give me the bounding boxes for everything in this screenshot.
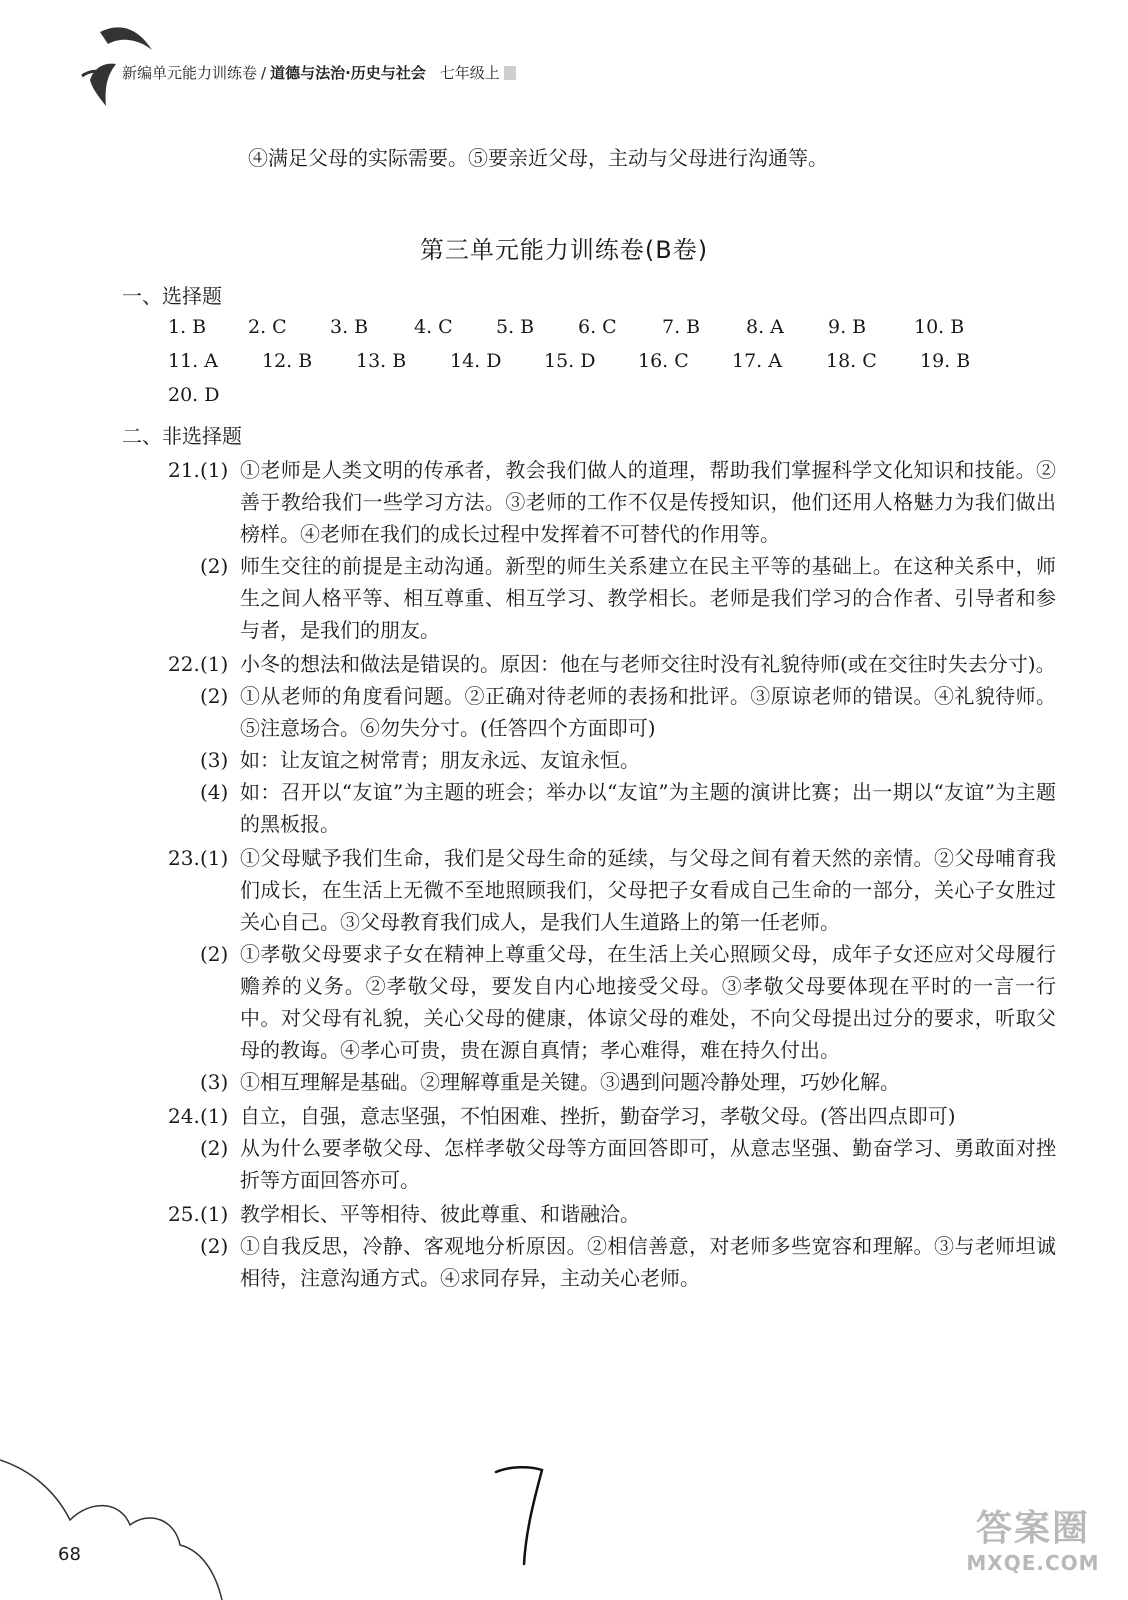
sub-number: (1): [200, 1104, 229, 1128]
sub-answer: 如：召开以“友谊”为主题的班会；举办以“友谊”为主题的演讲比赛；出一期以“友谊”为主题的黑板报。: [240, 780, 1056, 836]
question-number: 24.: [168, 1104, 200, 1128]
sub-number: (2): [200, 684, 229, 708]
sub-answer: ①老师是人类文明的传承者，教会我们做人的道理，帮助我们掌握科学文化知识和技能。②善于教给我们一些学习方法。③老师的工作不仅是传授知识，他们还用人格魅力为我们做出榜样。④老师在我们的成长过程中发挥着不可替代的作用等。: [240, 458, 1056, 546]
section-nonchoice-label: 二、非选择题: [122, 424, 242, 448]
sub-number: (2): [200, 554, 229, 578]
answer-item: 14. D: [450, 350, 502, 372]
answer-item: 15. D: [544, 350, 596, 372]
answer-item: 9. B: [828, 316, 867, 338]
question-21: [168, 454, 1056, 646]
sub-answer: 从为什么要孝敬父母、怎样孝敬父母等方面回答即可，从意志坚强、勤奋学习、勇敢面对挫折等方面回答亦可。: [240, 1136, 1056, 1192]
sub-question: [168, 550, 1056, 646]
sub-question: [168, 454, 1056, 550]
answer-item: 12. B: [262, 350, 313, 372]
answer-item: 8. A: [746, 316, 784, 338]
sub-question: [168, 938, 1056, 1066]
header-series: 新编单元能力训练卷: [122, 64, 258, 82]
page-title: 第三单元能力训练卷(B卷): [419, 236, 709, 264]
sub-question: [168, 680, 1056, 744]
answer-item: 10. B: [914, 316, 965, 338]
sub-question: [168, 648, 1056, 680]
header-grade: 七年级上: [439, 64, 500, 82]
answer-item: 3. B: [330, 316, 369, 338]
sub-question: [168, 1100, 1056, 1132]
sub-answer: 如：让友谊之树常青；朋友永远、友谊永恒。: [240, 748, 640, 772]
answer-item: 11. A: [168, 350, 218, 372]
nonchoice-questions: [168, 454, 1056, 1296]
answer-row: [168, 350, 1028, 384]
sub-number: (2): [200, 1234, 229, 1258]
question-25: [168, 1198, 1056, 1294]
sub-answer: ①自我反思，冷静、客观地分析原因。②相信善意，对老师多些宽容和理解。③与老师坦诚相待，注意沟通方式。④求同存异，主动关心老师。: [240, 1234, 1056, 1290]
sub-answer: ①孝敬父母要求子女在精神上尊重父母，在生活上关心照顾父母，成年子女还应对父母履行赡养的义务。②孝敬父母，要发自内心地接受父母。③孝敬父母要体现在平时的一言一行中。对父母有礼貌，关心父母的健康，体谅父母的难处，不向父母提出过分的要求，听取父母的教诲。④孝心可贵，贵在源自真情；孝心难得，难在持久付出。: [240, 942, 1056, 1062]
sub-number: (1): [200, 652, 229, 676]
grade-box-icon: [504, 66, 516, 80]
watermark-line2: MXQE.COM: [966, 1551, 1100, 1575]
sub-number: (3): [200, 1070, 229, 1094]
cloud-decoration-icon: [0, 1440, 240, 1600]
answer-item: 16. C: [638, 350, 689, 372]
answer-item: 4. C: [414, 316, 453, 338]
answer-item: 17. A: [732, 350, 782, 372]
sub-answer: ①从老师的角度看问题。②正确对待老师的表扬和批评。③原谅老师的错误。④礼貌待师。⑤注意场合。⑥勿失分寸。(任答四个方面即可): [240, 684, 1056, 740]
answer-item: 2. C: [248, 316, 287, 338]
watermark: [958, 1500, 1108, 1575]
sub-answer: ①父母赋予我们生命，我们是父母生命的延续，与父母之间有着天然的亲情。②父母哺育我们成长，在生活上无微不至地照顾我们，父母把子女看成自己生命的一部分，关心子女胜过关心自己。③父母教育我们成人，是我们人生道路上的第一任老师。: [240, 846, 1056, 934]
header-separator: /: [261, 64, 267, 82]
sub-answer: 小冬的想法和做法是错误的。原因：他在与老师交往时没有礼貌待师(或在交往时失去分寸)。: [240, 652, 1056, 676]
answer-row: [168, 316, 1028, 350]
sub-number: (3): [200, 748, 229, 772]
answer-item: 13. B: [356, 350, 407, 372]
question-24: [168, 1100, 1056, 1196]
answer-item: 18. C: [826, 350, 877, 372]
question-number: 23.: [168, 846, 200, 870]
question-22: [168, 648, 1056, 840]
running-header: [122, 62, 516, 83]
sub-question: [168, 1132, 1056, 1196]
sub-question: [168, 842, 1056, 938]
answer-row: [168, 384, 1028, 418]
sub-number: (2): [200, 942, 229, 966]
sub-number: (4): [200, 780, 229, 804]
sub-number: (1): [200, 458, 229, 482]
answer-item: 5. B: [496, 316, 535, 338]
sub-question: [168, 1198, 1056, 1230]
answer-item: 7. B: [662, 316, 701, 338]
header-subject: 道德与法治·历史与社会: [270, 64, 426, 82]
answer-item: 1. B: [168, 316, 207, 338]
sub-question: [168, 744, 1056, 776]
sub-question: [168, 1066, 1056, 1098]
sub-answer: ①相互理解是基础。②理解尊重是关键。③遇到问题冷静处理，巧妙化解。: [240, 1070, 900, 1094]
question-number: 22.: [168, 652, 200, 676]
question-23: [168, 842, 1056, 1098]
answer-item: 20. D: [168, 384, 220, 406]
sub-number: (1): [200, 846, 229, 870]
watermark-line1: 答案圈: [975, 1508, 1090, 1549]
choice-answers: [168, 316, 1028, 418]
sub-question: [168, 1230, 1056, 1294]
question-number: 25.: [168, 1202, 200, 1226]
sub-answer: 自立，自强，意志坚强，不怕困难、挫折，勤奋学习，孝敬父母。(答出四点即可): [240, 1104, 956, 1128]
section-choice-label: 一、选择题: [122, 284, 222, 308]
page-number: 68: [58, 1544, 81, 1565]
sub-question: [168, 776, 1056, 840]
answer-item: 6. C: [578, 316, 617, 338]
question-number: 21.: [168, 458, 200, 482]
sub-answer: 师生交往的前提是主动沟通。新型的师生关系建立在民主平等的基础上。在这种关系中，师生之间人格平等、相互尊重、相互学习、教学相长。老师是我们学习的合作者、引导者和参与者，是我们的朋友。: [240, 554, 1056, 642]
handwritten-seven-mark: [490, 1460, 550, 1570]
answer-item: 19. B: [920, 350, 971, 372]
sub-number: (2): [200, 1136, 229, 1160]
continuation-text: ④满足父母的实际需要。⑤要亲近父母，主动与父母进行沟通等。: [248, 146, 828, 170]
sub-answer: 教学相长、平等相待、彼此尊重、和谐融洽。: [240, 1202, 640, 1226]
sub-number: (1): [200, 1202, 229, 1226]
